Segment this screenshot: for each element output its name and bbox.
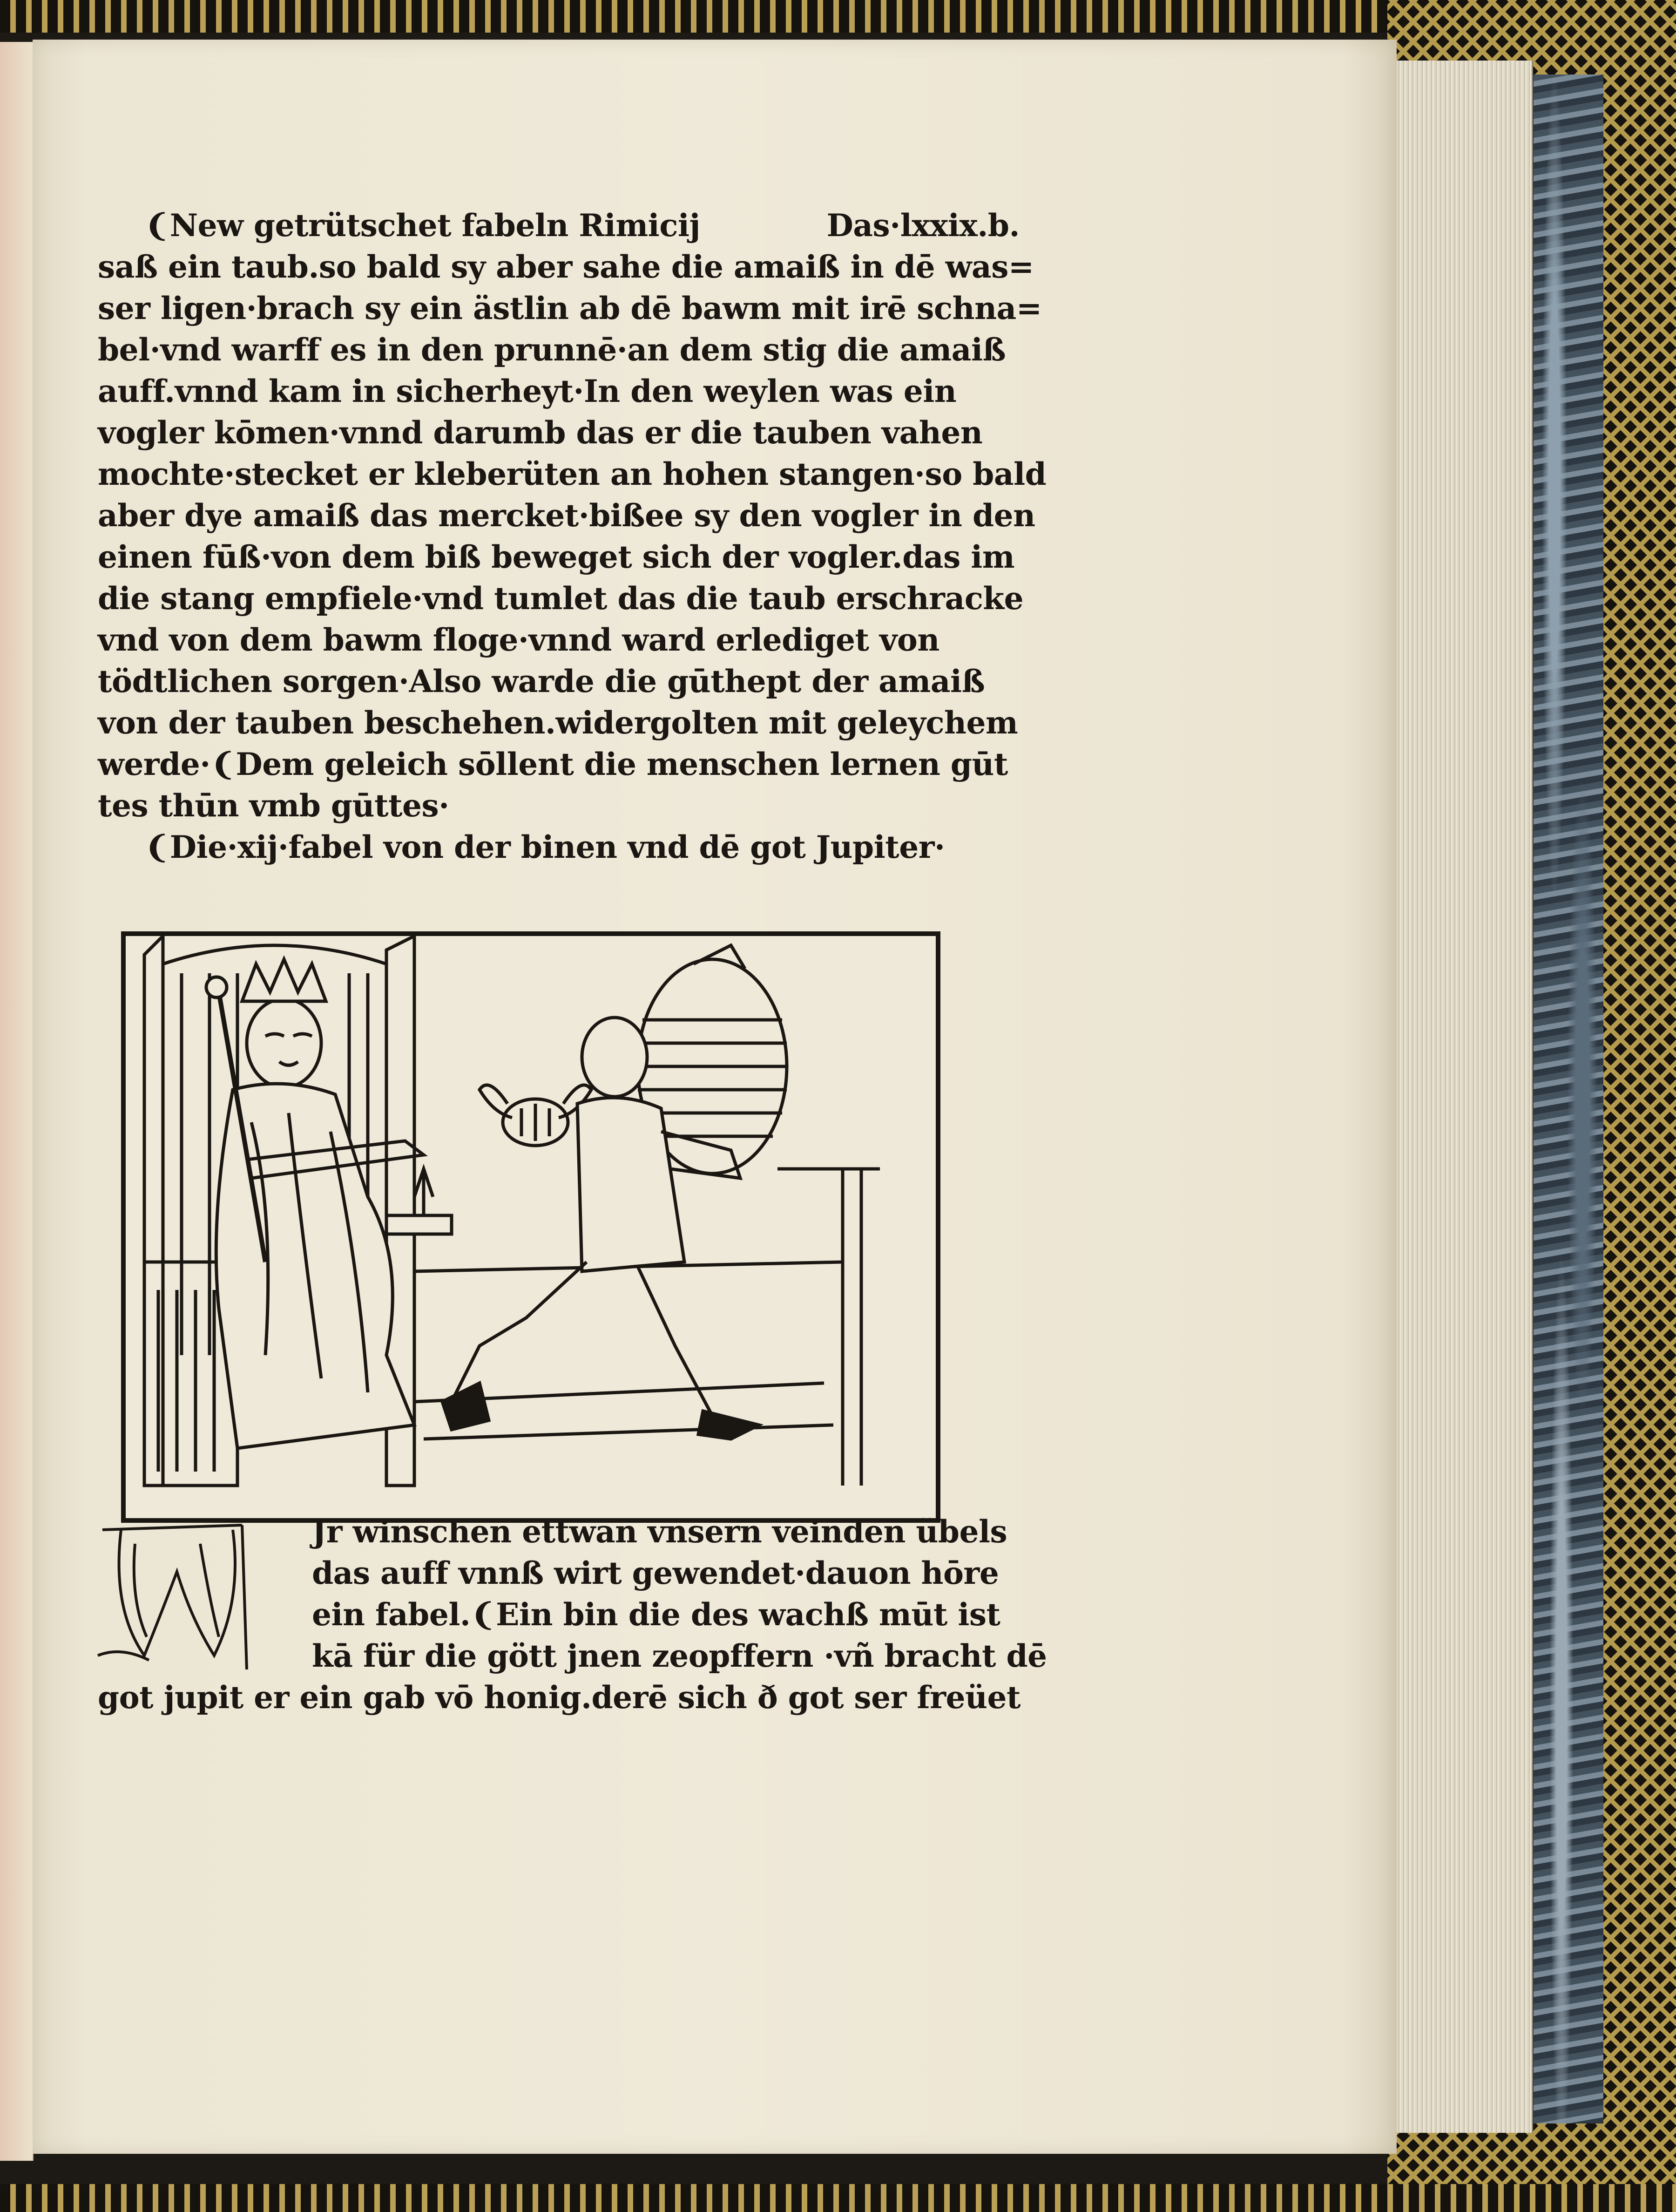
woodcut-drawing bbox=[126, 936, 936, 1518]
woodcut-illustration bbox=[121, 931, 940, 1523]
text-line: saß ein taub.so bald sy aber sahe die amaiß in dē was= bbox=[98, 249, 1034, 285]
text-line: die stang empfiele·vnd tumlet das die taub erschracke bbox=[98, 580, 1024, 617]
folio-number: Das·lxxix.b. bbox=[826, 207, 1020, 244]
text-line: vogler kōmen·vnnd darumb das er die tauben vahen bbox=[98, 414, 983, 451]
text-line: got jupit er ein gab vō honig.derē sich ð got ser freüet bbox=[98, 1679, 1020, 1716]
text-line: von der tauben beschehen.widergolten mit geleychem bbox=[98, 705, 1018, 741]
running-title: ❨New getrütschet fabeln Rimicij bbox=[144, 207, 700, 244]
text-line: das auff vnnß wirt gewendet·dauon hōre bbox=[312, 1555, 999, 1591]
text-line: mochte·stecket er kleberüten an hohen stangen·so bald bbox=[98, 456, 1047, 492]
facing-page-edge bbox=[0, 42, 34, 2161]
running-header bbox=[98, 205, 1020, 246]
fable-text bbox=[98, 1511, 1047, 1718]
marbled-endpaper bbox=[1532, 75, 1603, 2124]
text-line: werde·❨Dem geleich sōllent die menschen lernen gūt bbox=[98, 746, 1008, 782]
text-line: kā für die gött jnen zeopffern ·vñ bracht dē bbox=[312, 1638, 1047, 1674]
text-line: einen fūß·von dem biß beweget sich der vogler.das im bbox=[98, 539, 1015, 575]
text-line: ein fabel.❨Ein bin die des wachß mūt ist bbox=[312, 1596, 1000, 1633]
text-line: tes thūn vmb gūttes· bbox=[98, 787, 449, 824]
cover-bottom-border bbox=[0, 2184, 1676, 2212]
text-line: bel·vnd warff es in den prunnē·an dem stig die amaiß bbox=[98, 332, 1006, 368]
text-line: ser ligen·brach sy ein ästlin ab dē bawm mit irē schna= bbox=[98, 290, 1042, 326]
text-line: Jr winschen ettwan vnsern veinden übels bbox=[312, 1513, 1007, 1550]
page-edges bbox=[1392, 61, 1533, 2133]
text-line: auff.vnnd kam in sicherheyt·In den weylen was ein bbox=[98, 373, 957, 409]
main-text bbox=[98, 205, 1047, 868]
text-line: aber dye amaiß das mercket·bißee sy den vogler in den bbox=[98, 497, 1035, 534]
text-line: vnd von dem bawm floge·vnnd ward erlediget von bbox=[98, 622, 939, 658]
text-line: tödtlichen sorgen·Also warde die gūthept der amaiß bbox=[98, 663, 985, 699]
chapter-heading: ❨Die·xij·fabel von der binen vnd dē got Jupiter· bbox=[144, 829, 945, 865]
